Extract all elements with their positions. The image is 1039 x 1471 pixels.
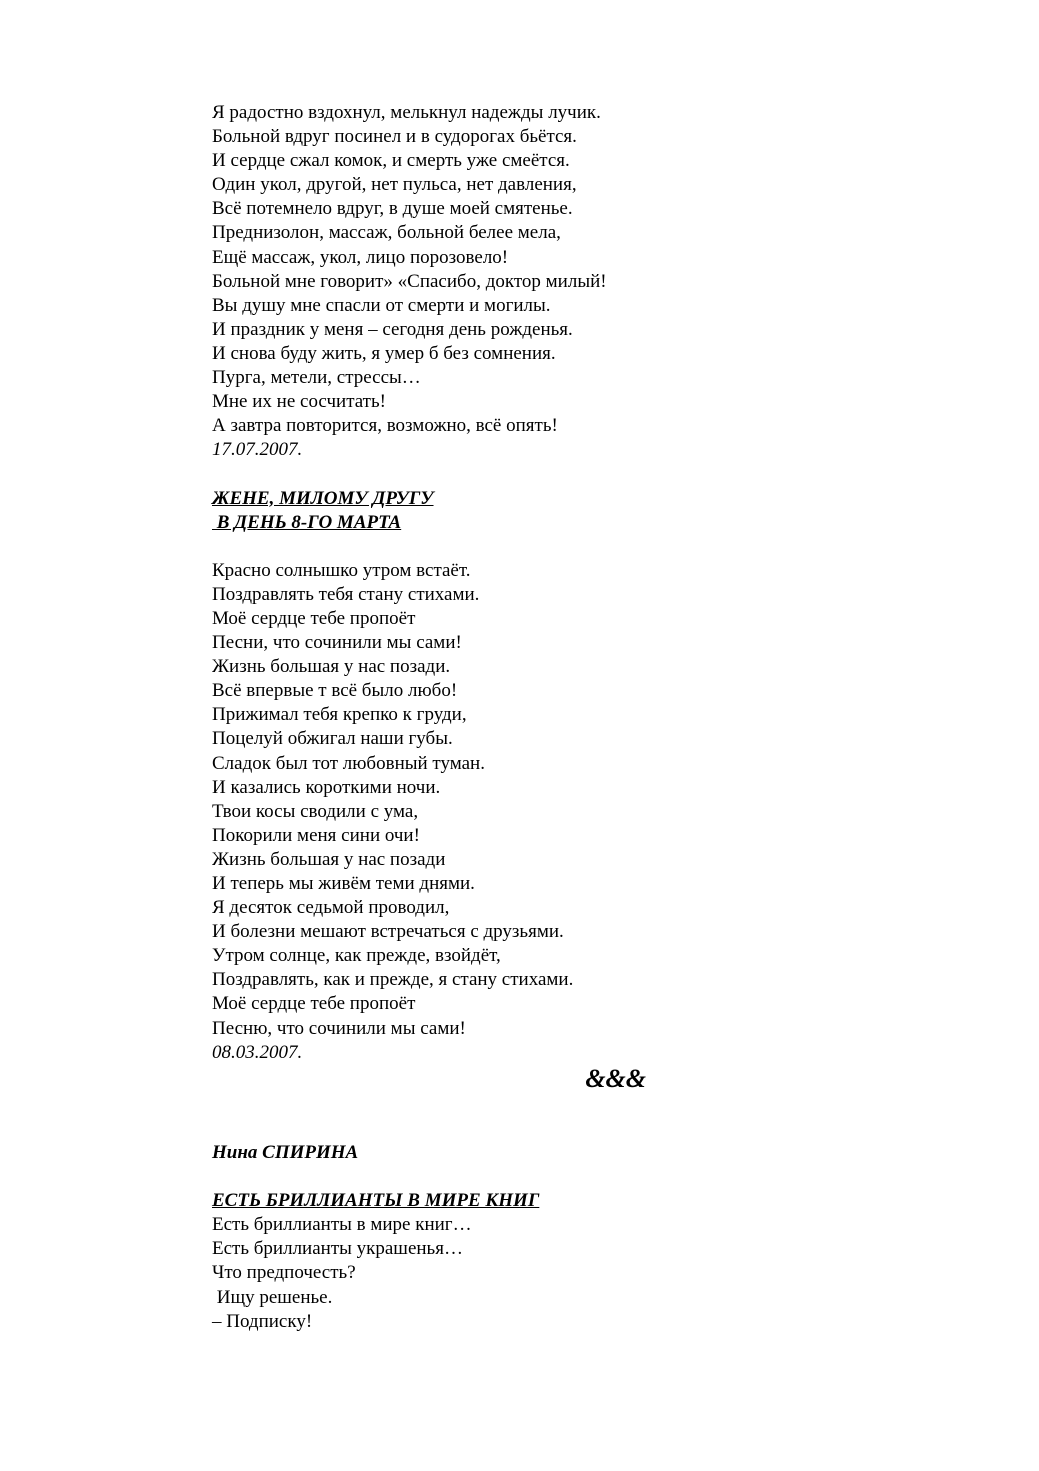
poem-line: Жизнь большая у нас позади. bbox=[212, 656, 451, 678]
poem-line: Больной мне говорит» «Спасибо, доктор милый! bbox=[212, 270, 607, 292]
poem-line: Ищу решенье. bbox=[212, 1286, 333, 1308]
poem-line: И сердце сжал комок, и смерть уже смеётся. bbox=[212, 150, 570, 172]
poem-line: Красно солнышко утром встаёт. bbox=[212, 559, 471, 581]
spacer bbox=[212, 1093, 732, 1117]
poem-line: Прижимал тебя крепко к груди, bbox=[212, 704, 467, 726]
poem-line: Что предпочесть? bbox=[212, 1262, 356, 1284]
poem-line: Есть бриллианты в мире книг… bbox=[212, 1214, 472, 1236]
poem-line: Сладок был тот любовный туман. bbox=[212, 752, 485, 774]
poem-line: Всё потемнело вдруг, в душе моей смятенье. bbox=[212, 198, 573, 220]
spacer bbox=[212, 1165, 732, 1189]
poem-line: Утром солнце, как прежде, взойдёт, bbox=[212, 945, 501, 967]
poem-line: Моё сердце тебе пропоёт bbox=[212, 993, 416, 1015]
poem-line: Есть бриллианты украшенья… bbox=[212, 1238, 463, 1260]
poem-line: И казались короткими ночи. bbox=[212, 776, 441, 798]
spacer bbox=[212, 535, 732, 559]
poem-line: Песни, что сочинили мы сами! bbox=[212, 632, 462, 654]
poem-line: И снова буду жить, я умер б без сомнения. bbox=[212, 342, 556, 364]
poem-line: Жизнь большая у нас позади bbox=[212, 848, 446, 870]
spacer bbox=[212, 462, 732, 486]
poem-title: ЖЕНЕ, МИЛОМУ ДРУГУ bbox=[212, 487, 434, 509]
poem-line: Один укол, другой, нет пульса, нет давления, bbox=[212, 174, 577, 196]
author-name: Нина СПИРИНА bbox=[212, 1141, 359, 1163]
poem-line: – Подписку! bbox=[212, 1310, 313, 1332]
poem-line: Вы душу мне спасли от смерти и могилы. bbox=[212, 294, 551, 316]
poem-line: И болезни мешают встречаться с друзьями. bbox=[212, 921, 564, 943]
poem-line: Больной вдруг посинел и в судорогах бьётся. bbox=[212, 126, 577, 148]
poem-line: Поздравлять, как и прежде, я стану стихами. bbox=[212, 969, 574, 991]
poem-line: И праздник у меня – сегодня день рожденья. bbox=[212, 318, 573, 340]
poem-line: Мне их не сосчитать! bbox=[212, 391, 386, 413]
poem3-text bbox=[212, 1213, 732, 1333]
poem-date: 17.07.2007. bbox=[212, 439, 303, 461]
poem-line: Покорили меня сини очи! bbox=[212, 824, 420, 846]
poem-line: Моё сердце тебе пропоёт bbox=[212, 607, 416, 629]
poem-line: Я десяток седьмой проводил, bbox=[212, 897, 450, 919]
poem-line: Пурга, метели, стрессы… bbox=[212, 367, 421, 389]
poem-line: Песню, что сочинили мы сами! bbox=[212, 1017, 466, 1039]
section-divider-ornament: &&& bbox=[585, 1063, 646, 1093]
poem-line: А завтра повторится, возможно, всё опять! bbox=[212, 415, 558, 437]
poem-title: ЕСТЬ БРИЛЛИАНТЫ В МИРЕ КНИГ bbox=[212, 1190, 540, 1212]
poem1-text bbox=[212, 101, 732, 462]
poem-line: Твои косы сводили с ума, bbox=[212, 800, 419, 822]
poem-title-line-2: В ДЕНЬ 8-ГО МАРТА bbox=[212, 511, 402, 533]
poem-line: Ещё массаж, укол, лицо порозовело! bbox=[212, 246, 509, 268]
poem-date: 08.03.2007. bbox=[212, 1041, 303, 1063]
poem-line: Поздравлять тебя стану стихами. bbox=[212, 583, 480, 605]
poem-line: Поцелуй обжигал наши губы. bbox=[212, 728, 453, 750]
poem-line: Я радостно вздохнул, мелькнул надежды лучик. bbox=[212, 102, 601, 123]
document-page bbox=[212, 101, 732, 1334]
poem-line: Преднизолон, массаж, больной белее мела, bbox=[212, 222, 561, 244]
poem-line: И теперь мы живём теми днями. bbox=[212, 873, 475, 894]
poem2-text bbox=[212, 559, 732, 1065]
spacer bbox=[212, 1117, 732, 1141]
poem-line: Всё впервые т всё было любо! bbox=[212, 680, 458, 702]
